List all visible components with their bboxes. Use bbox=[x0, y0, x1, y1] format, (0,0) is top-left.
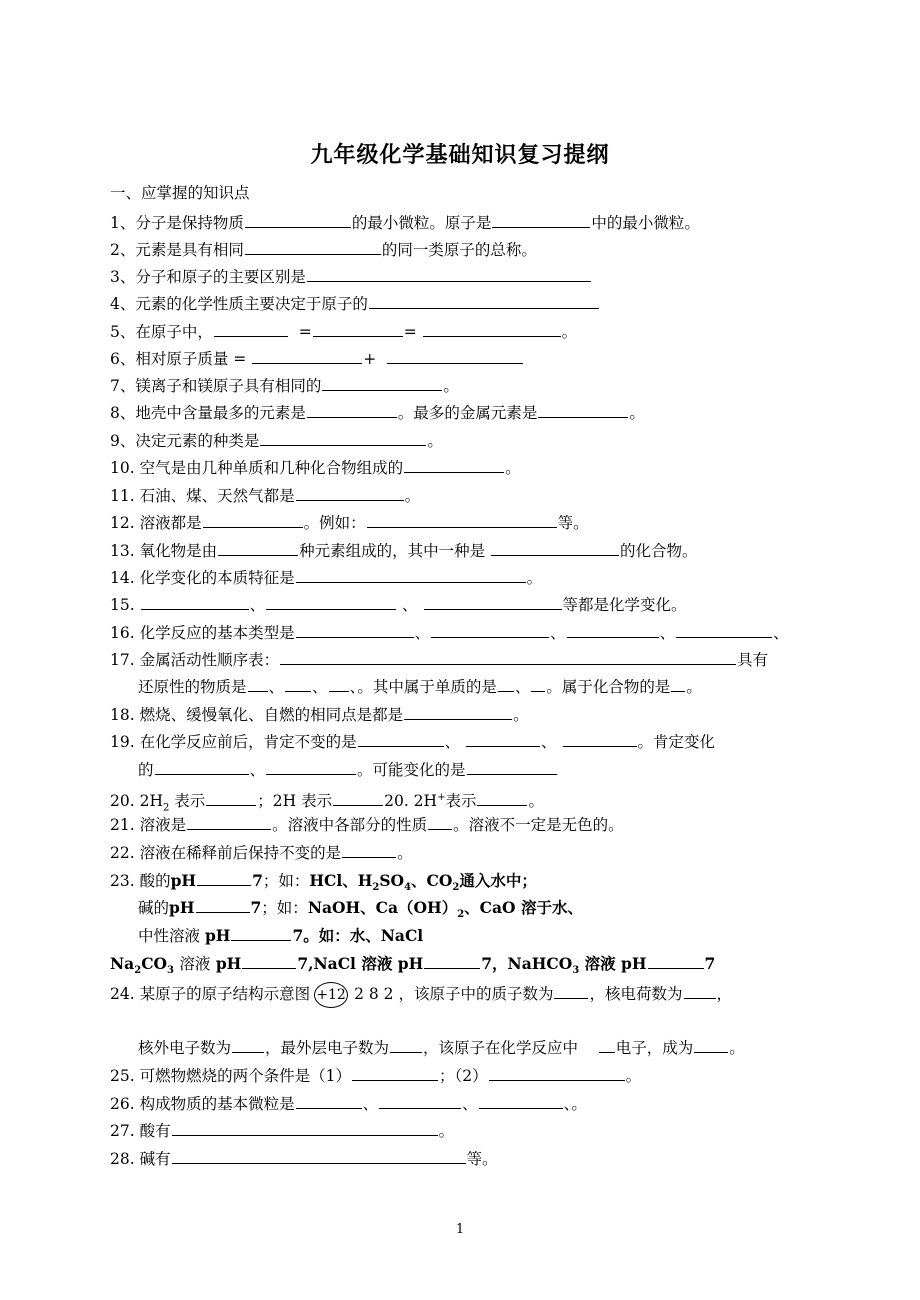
question-17: 17. 金属活动性顺序表： 具有 bbox=[110, 651, 769, 669]
atom-nucleus: +12 bbox=[314, 982, 348, 1008]
question-4: 4、元素的化学性质主要决定于原子的 bbox=[110, 293, 600, 315]
question-23: 23. 酸的pH 7；如：HCl、$H_2SO_4$、$CO_2$通入水中； bbox=[110, 871, 537, 894]
question-17-cont: 还原性的物质是 、 、 、。其中属于单质的是 、 。属于化合物的是 。 bbox=[138, 678, 702, 696]
question-20: 20. $2H_2$ 表示 ；2H 表示 20. 2H+表示 。 bbox=[110, 792, 544, 814]
question-27: 27. 酸有 。 bbox=[110, 1122, 455, 1140]
question-5: 5、在原子中， = = 。 bbox=[110, 323, 578, 341]
question-8: 8、地壳中含量最多的元素是 。最多的金属元素是 。 bbox=[110, 404, 645, 422]
question-24-cont: 核外电子数为 ，最外层电子数为 ，该原子在化学反应中 电子，成为 。 bbox=[138, 1039, 745, 1057]
question-6: 6、相对原子质量 = + bbox=[110, 348, 524, 370]
section-heading: 一、应掌握的知识点 bbox=[110, 184, 250, 202]
question-28: 28. 碱有 等。 bbox=[110, 1150, 498, 1168]
question-25: 25. 可燃物燃烧的两个条件是（1） ；（2） 。 bbox=[110, 1067, 642, 1085]
question-7: 7、镁离子和镁原子具有相同的 。 bbox=[110, 377, 459, 395]
question-10: 10. 空气是由几种单质和几种化合物组成的 。 bbox=[110, 459, 521, 477]
question-24: 24. 某原子的原子结构示意图 +12 2 8 2 ，该原子中的质子数为 ，核电荷数为 ， bbox=[110, 982, 732, 1008]
question-23-neutral: 中性溶液 pH 7。如：水、NaCl bbox=[138, 926, 424, 945]
question-12: 12. 溶液都是 。例如： 等。 bbox=[110, 514, 589, 532]
question-3: 3、分子和原子的主要区别是 bbox=[110, 266, 592, 288]
question-2: 2、元素是具有相同 的同一类原子的总称。 bbox=[110, 241, 537, 259]
question-26: 26. 构成物质的基本微粒是 、 、 、。 bbox=[110, 1095, 587, 1113]
question-18: 18. 燃烧、缓慢氧化、自燃的相同点是都是 。 bbox=[110, 706, 529, 724]
page-title: 九年级化学基础知识复习提纲 bbox=[310, 142, 610, 168]
question-22: 22. 溶液在稀释前后保持不变的是 。 bbox=[110, 844, 413, 862]
question-11: 11. 石油、煤、天然气都是 。 bbox=[110, 487, 421, 505]
question-16: 16. 化学反应的基本类型是 、 、 、 、 bbox=[110, 624, 789, 642]
question-23-salts: $Na_2CO_3$ 溶液 pH 7,NaCl 溶液 pH 7，NaHCO$_3$ 溶液 pH 7 bbox=[110, 954, 716, 977]
question-19: 19. 在化学反应前后，肯定不变的是 、 、 。肯定变化 bbox=[110, 733, 716, 751]
question-13: 13. 氧化物是由 种元素组成的，其中一种是 的化合物。 bbox=[110, 542, 698, 560]
electron-shells: 2 8 2 bbox=[354, 985, 394, 1003]
question-23-base: 碱的pH 7；如：NaOH、$Ca(OH)_2$、CaO 溶于水、 bbox=[138, 898, 583, 921]
question-9: 9、决定元素的种类是 。 bbox=[110, 432, 443, 450]
question-15: 15. 、 、 等都是化学变化。 bbox=[110, 596, 687, 614]
question-21: 21. 溶液是 。溶液中各部分的性质 。溶液不一定是无色的。 bbox=[110, 816, 624, 834]
page-number: 1 bbox=[455, 1222, 465, 1237]
question-14: 14. 化学变化的本质特征是 。 bbox=[110, 569, 543, 587]
question-1: 1、分子是保持物质 的最小微粒。原子是 中的最小微粒。 bbox=[110, 214, 700, 232]
question-19-cont: 的 、 。可能变化的是 bbox=[138, 759, 558, 781]
